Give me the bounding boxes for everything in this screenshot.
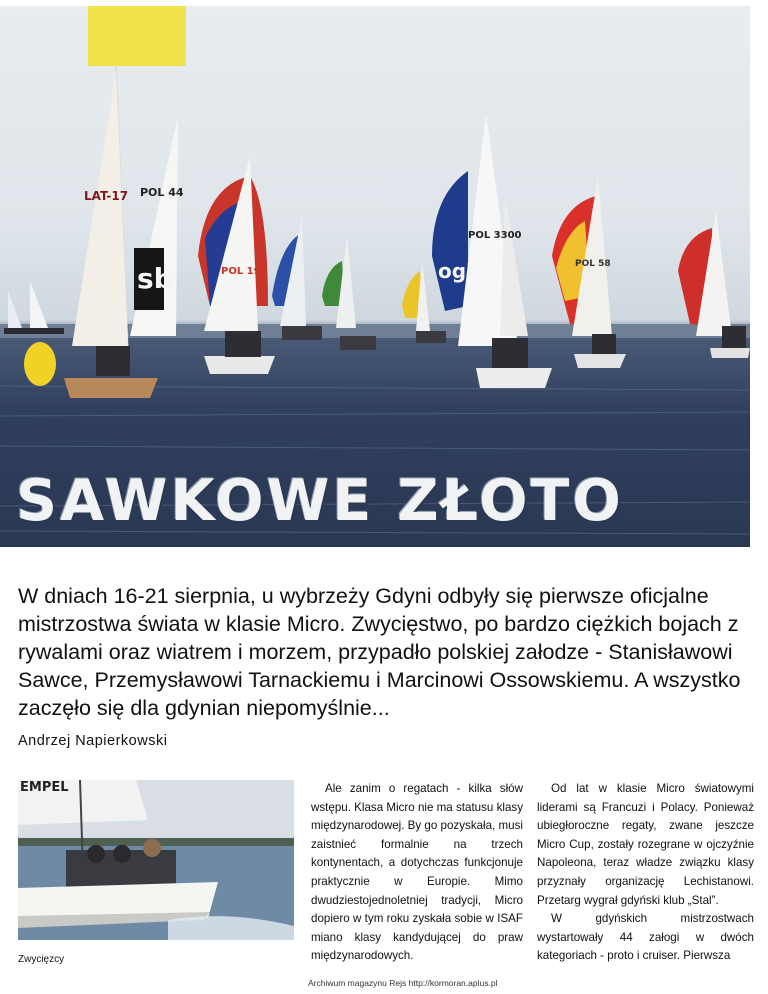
footer-credit: Archiwum magazynu Rejs http://kormoran.aplus.pl: [308, 978, 498, 988]
sail-number-pol44: POL 44: [140, 186, 184, 199]
sail-letters: ogi: [438, 259, 473, 283]
yellow-corner-tab: [88, 6, 186, 66]
sail-logo: sb: [137, 262, 174, 295]
sail-number-lat17: LAT-17: [84, 189, 129, 203]
lead-paragraph: W dniach 16-21 sierpnia, u wybrzeży Gdyni odbyły się pierwsze oficjalne mistrzostwa świata w klasie Micro. Zwycięstwo, po bardzo ciężkich bojach z rywalami oraz wiatrem i morzem, przypadło polskiej załodze - Stanisławowi Sawce, Przemysławowi Tarnackiemu i Marcinowi Ossowskiemu. A wszystko zaczęło się dla gdynian niepomyślnie...: [18, 584, 741, 720]
sail-number-pol58: POL 58: [575, 259, 611, 269]
article-column-2: [537, 780, 754, 966]
photo-sail-text: EMPEL: [20, 780, 69, 795]
headline: SAWKOWE ZŁOTO: [16, 468, 624, 534]
hero-photo: [0, 6, 750, 547]
sail-number-pol197: POL 197: [221, 266, 268, 277]
column-2-paragraph-1: Od lat w klasie Micro światowymi liderami są Francuzi i Polacy. Ponieważ ubiegłoroczne regaty, zwane jeszcze Micro Cup, zostały rozegrane w ojczyźnie Napoleona, teraz władze związku klasy przyznały organizację Lechistanowi. Przetarg wygrał gdyński klub „Stal”.: [537, 782, 754, 907]
winners-photo: [18, 780, 294, 940]
article-column-1: Ale zanim o regatach - kilka słów wstępu. Klasa Micro nie ma statusu klasy międzynarodowej. By go pozyskała, musi zaistnieć formalnie na trzech kontynentach, a dotychczas funkcjonuje praktycznie w Europie. Mimo dwudziestojednoletniej tradycji, Micro dopiero w tym roku zyskała sobie w ISAF miano klasy kandydującej do praw międzynarodowych.: [311, 782, 524, 963]
regatta-scene: [0, 6, 750, 547]
photo-caption: Zwycięzcy: [18, 954, 65, 965]
winners-scene: [18, 780, 294, 940]
author: Andrzej Napierkowski: [18, 733, 168, 749]
column-2-paragraph-2: W gdyńskich mistrzostwach wystartowały 44 załogi w dwóch kategoriach - proto i cruiser. Pierwsza: [537, 912, 754, 963]
sail-number-pol3300: POL 3300: [468, 230, 522, 241]
